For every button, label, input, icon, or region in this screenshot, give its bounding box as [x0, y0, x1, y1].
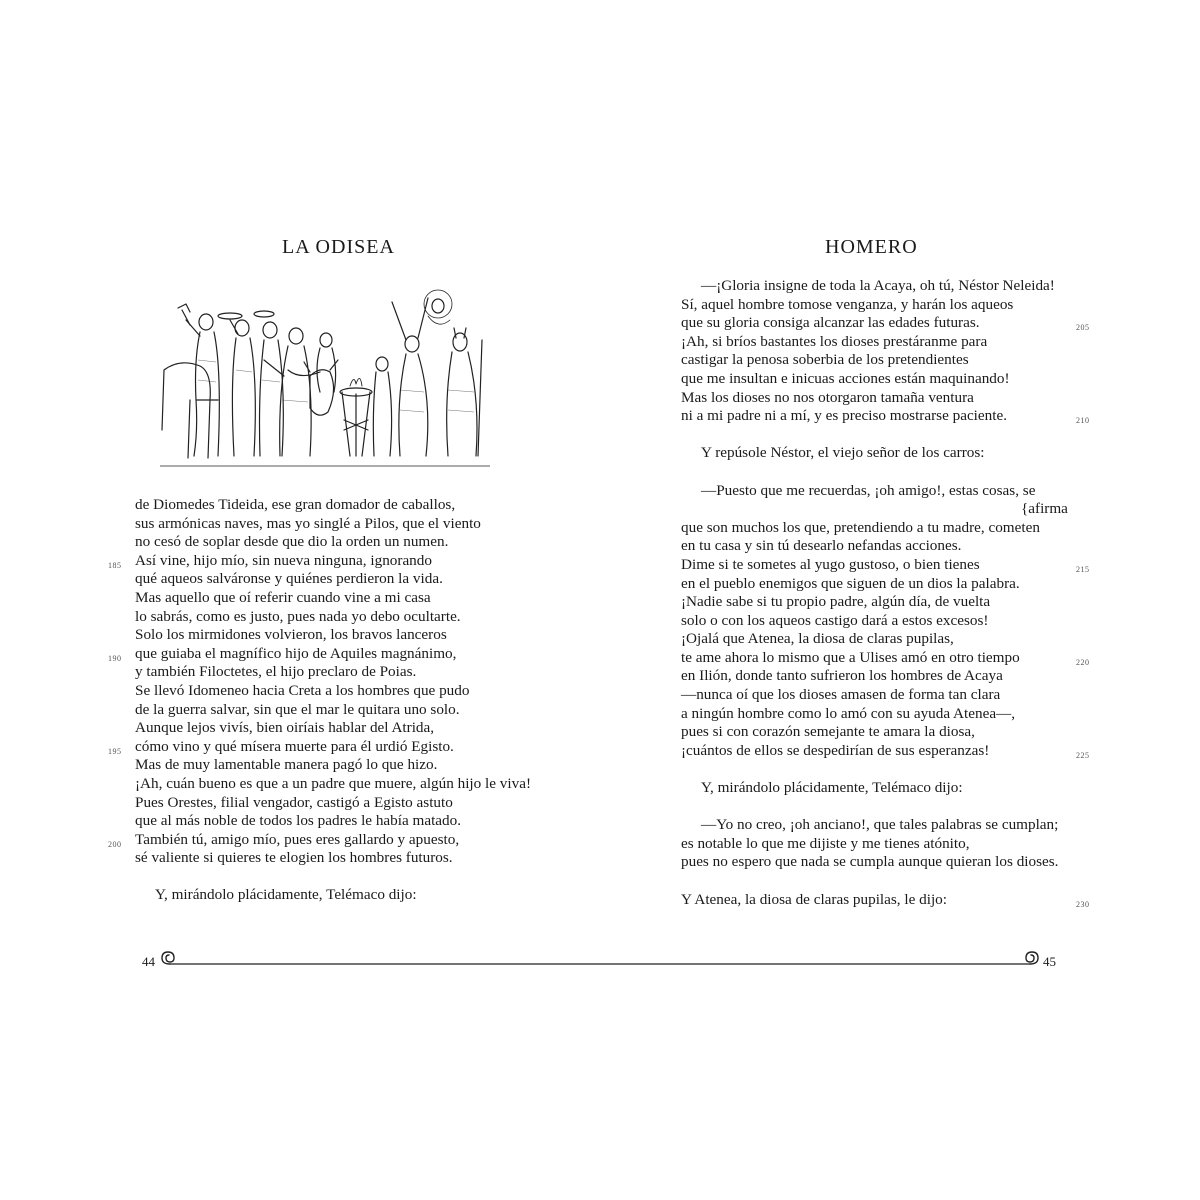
verse-line — [135, 719, 531, 738]
verse-line — [681, 351, 1068, 370]
verse-line — [681, 667, 1068, 686]
verse-line — [135, 794, 531, 813]
running-head-left: LA ODISEA — [282, 236, 395, 258]
verse-text: es notable lo que me dijiste y me tienes atónito, — [681, 834, 970, 852]
line-number: 190 — [108, 653, 122, 663]
verse-text: de Diomedes Tideida, ese gran domador de caballos, — [135, 496, 456, 513]
verse-text: {afirma — [1021, 500, 1068, 518]
verse-text: Y, mirándolo plácidamente, Telémaco dijo: — [701, 779, 963, 797]
verse-text: a ningún hombre como lo amó con su ayuda Atenea—, — [681, 704, 1016, 722]
verse-line — [681, 853, 1068, 872]
verse-text: en tu casa y sin tú desearlo nefandas acciones. — [681, 537, 962, 555]
verse-text: Se llevó Idomeneo hacia Creta a los hombres que pudo — [135, 681, 470, 699]
stanza-gap — [681, 463, 1068, 482]
line-number: 200 — [108, 839, 122, 849]
verse-line — [681, 500, 1068, 519]
verse-text: que guiaba el magnífico hijo de Aquiles magnánimo, — [135, 644, 457, 662]
verse-line — [135, 663, 531, 682]
verse-text: no cesó de soplar desde que dio la orden un numen. — [135, 533, 449, 551]
verse-text: en el pueblo enemigos que siguen de un dios la palabra. — [681, 574, 1020, 592]
verse-line — [108, 644, 531, 664]
verse-text: Y, mirándolo plácidamente, Telémaco dijo: — [155, 886, 417, 904]
verse-text: Pues Orestes, filial vengador, castigó a Egisto astuto — [135, 793, 453, 811]
verse-text: castigar la penosa soberbia de los pretendientes — [681, 351, 969, 369]
verse-text: ¡Ah, si bríos bastantes los dioses prestáranme para — [681, 332, 988, 350]
verse-text: Aunque lejos vivís, bien oiríais hablar del Atrida, — [135, 719, 435, 737]
verse-line — [681, 648, 1090, 668]
line-number: 225 — [1076, 750, 1090, 760]
stanza-gap — [135, 868, 531, 887]
verse-text: ¡Ojalá que Atenea, la diosa de claras pupilas, — [681, 630, 954, 648]
verse-text: que su gloria consiga alcanzar las edades futuras. — [681, 314, 980, 332]
verse-line — [681, 630, 1068, 649]
verse-text: Mas aquello que oí referir cuando vine a mi casa — [135, 588, 431, 606]
page-number-right: 45 — [1043, 954, 1056, 969]
verse-line — [135, 701, 531, 720]
verse-text: Y Atenea, la diosa de claras pupilas, le dijo: — [681, 890, 947, 908]
verse-line — [681, 575, 1068, 594]
verse-line — [135, 608, 531, 627]
verse-text: sé valiente si quieres te elogien los hombres futuros. — [135, 849, 453, 867]
line-number: 215 — [1076, 564, 1090, 574]
verse-line — [135, 812, 531, 831]
verse-line — [135, 626, 531, 645]
verse-text: lo sabrás, como es justo, pues nada yo debo ocultarte. — [135, 607, 461, 625]
verse-text: Mas los dioses no nos otorgaron tamaña ventura — [681, 388, 974, 406]
verse-text: ni a mi padre ni a mí, y es preciso mostrarse paciente. — [681, 407, 1007, 425]
verse-line — [135, 886, 531, 905]
running-head-right: HOMERO — [825, 236, 918, 258]
verse-line — [681, 407, 1090, 426]
verse-text: —Yo no creo, ¡oh anciano!, que tales palabras se cumplan; — [701, 816, 1059, 834]
verse-line — [135, 496, 531, 515]
verse-text: te ame ahora lo mismo que a Ulises amó en otro tiempo — [681, 648, 1020, 666]
line-number: 230 — [1076, 899, 1090, 909]
left-verse-block — [108, 496, 532, 905]
right-verse-block — [681, 277, 1090, 909]
verse-line — [681, 389, 1068, 408]
verse-text: —¡Gloria insigne de toda la Acaya, oh tú, Néstor Neleida! — [701, 277, 1055, 294]
verse-text: pues no espero que nada se cumpla aunque quieran los dioses. — [681, 853, 1059, 871]
verse-text: sus armónicas naves, mas yo singlé a Pilos, que el viento — [135, 514, 481, 532]
verse-line — [135, 849, 531, 868]
verse-text: y también Filoctetes, el hijo preclaro de Poias. — [135, 663, 417, 681]
verse-line — [135, 570, 531, 589]
page-number-left: 44 — [142, 954, 155, 969]
stanza-gap — [681, 426, 1068, 445]
verse-line — [681, 444, 1068, 463]
verse-line — [681, 482, 1068, 501]
verse-text: que al más noble de todos los padres le había matado. — [135, 812, 462, 830]
verse-line — [681, 333, 1068, 352]
verse-line — [108, 830, 531, 850]
verse-line — [135, 515, 531, 534]
verse-line — [681, 741, 1090, 761]
verse-line — [681, 835, 1068, 854]
verse-line — [681, 519, 1068, 538]
verse-line — [135, 756, 531, 775]
verse-line — [681, 723, 1068, 742]
verse-line — [681, 612, 1068, 631]
verse-line — [135, 533, 531, 552]
line-number: 220 — [1076, 657, 1090, 667]
verse-text: También tú, amigo mío, pues eres gallardo y apuesto, — [135, 830, 460, 848]
verse-line — [681, 296, 1068, 315]
engraving-illustration — [160, 280, 490, 470]
verse-text: qué aqueos salváronse y quiénes perdieron la vida. — [135, 570, 443, 588]
verse-line — [681, 555, 1090, 575]
verse-line — [681, 314, 1090, 333]
verse-text: pues si con corazón semejante te amara la diosa, — [681, 723, 975, 741]
verse-line — [681, 593, 1068, 612]
verse-line — [681, 537, 1068, 556]
line-number: 195 — [108, 746, 122, 756]
verse-text: Solo los mirmidones volvieron, los bravos lanceros — [135, 626, 447, 644]
verse-line — [108, 737, 531, 757]
verse-text: ¡cuántos de ellos se despedirían de sus esperanzas! — [681, 741, 990, 759]
verse-text: Dime si te sometes al yugo gustoso, o bien tienes — [681, 555, 980, 573]
verse-line — [681, 705, 1068, 724]
verse-line — [681, 890, 1090, 910]
footer-ornament-rule — [160, 946, 1040, 976]
verse-text: —Puesto que me recuerdas, ¡oh amigo!, estas cosas, se — [701, 481, 1036, 499]
verse-line — [135, 589, 531, 608]
verse-line — [681, 277, 1068, 296]
line-number: 205 — [1076, 323, 1090, 333]
line-number: 210 — [1076, 416, 1090, 426]
verse-text: Mas de muy lamentable manera pagó lo que hizo. — [135, 756, 438, 774]
verse-line — [681, 816, 1068, 835]
verse-text: cómo vino y qué mísera muerte para él urdió Egisto. — [135, 737, 454, 755]
verse-text: Y repúsole Néstor, el viejo señor de los carros: — [701, 444, 985, 462]
verse-line — [681, 370, 1068, 389]
verse-line — [135, 775, 531, 794]
line-number: 185 — [108, 560, 122, 570]
verse-text: que me insultan e inicuas acciones están maquinando! — [681, 369, 1010, 387]
verse-line — [108, 551, 531, 571]
verse-text: en Ilión, donde tanto sufrieron los hombres de Acaya — [681, 667, 1003, 685]
verse-text: Sí, aquel hombre tomose venganza, y harán los aqueos — [681, 295, 1014, 313]
verse-line — [681, 779, 1068, 798]
stanza-gap — [681, 760, 1068, 779]
verse-text: ¡Nadie sabe si tu propio padre, algún día, de vuelta — [681, 593, 991, 611]
verse-text: —nunca oí que los dioses amasen de forma tan clara — [681, 686, 1001, 704]
verse-text: solo o con los aqueos castigo dará a estos excesos! — [681, 611, 989, 629]
stanza-gap — [681, 872, 1068, 891]
verse-text: de la guerra salvar, sin que el mar le quitara uno solo. — [135, 700, 460, 718]
verse-line — [681, 686, 1068, 705]
verse-text: que son muchos los que, pretendiendo a tu madre, cometen — [681, 518, 1040, 536]
verse-line — [135, 682, 531, 701]
verse-text: Así vine, hijo mío, sin nueva ninguna, ignorando — [135, 551, 432, 569]
stanza-gap — [681, 798, 1068, 817]
verse-text: ¡Ah, cuán bueno es que a un padre que muere, algún hijo le viva! — [135, 774, 532, 792]
